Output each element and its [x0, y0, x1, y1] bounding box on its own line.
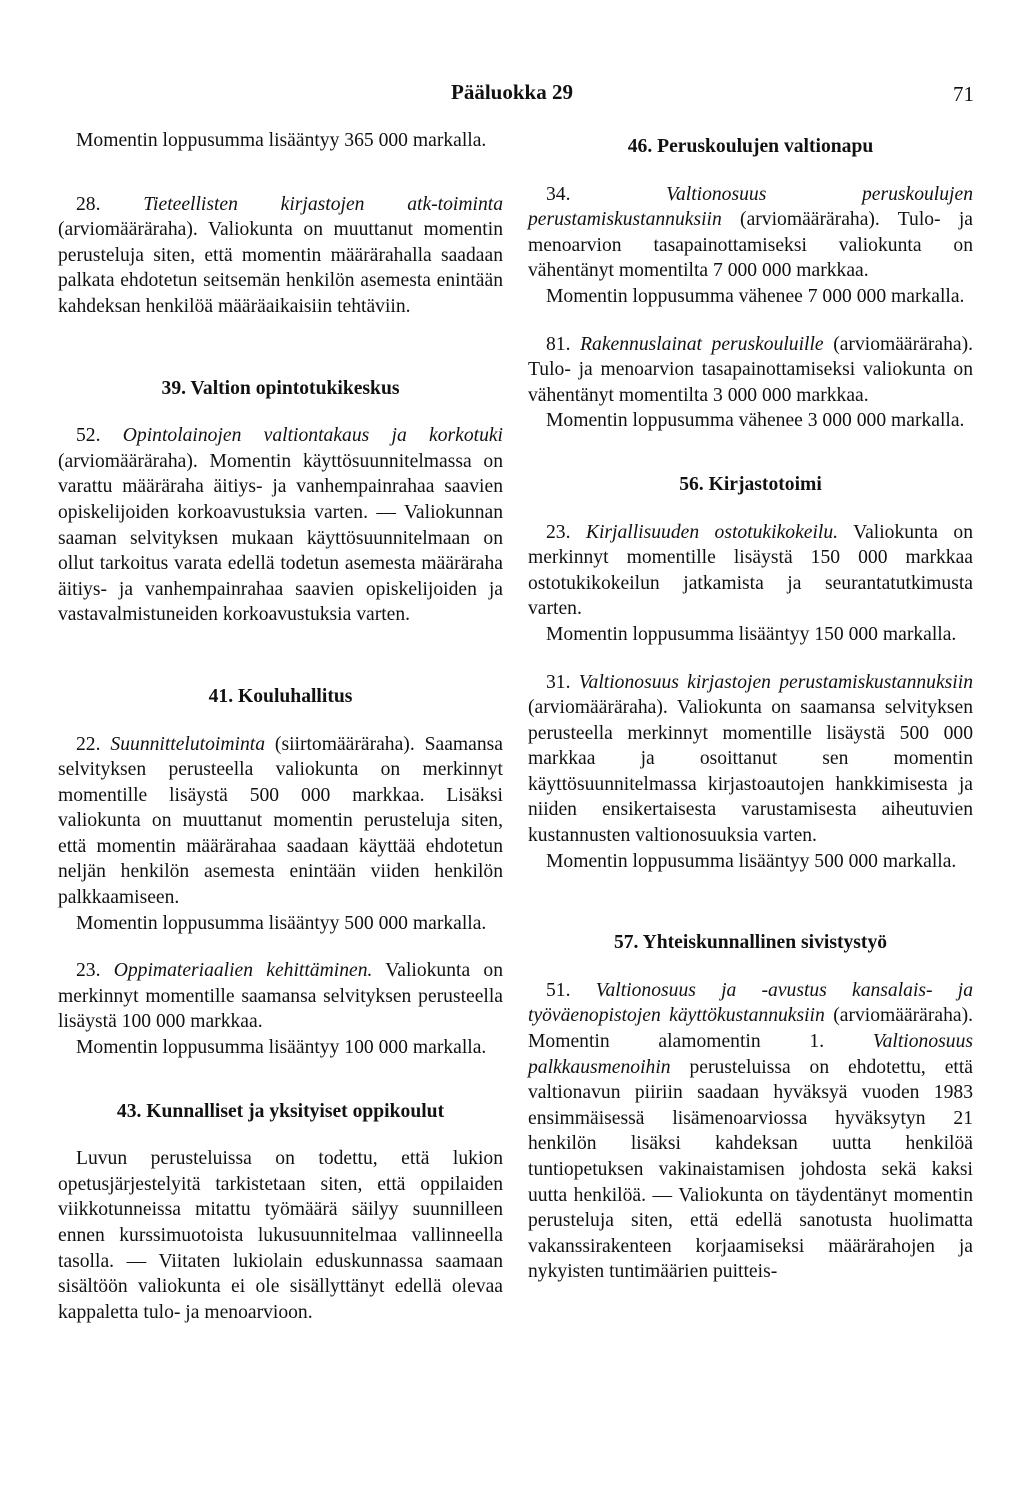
- section-heading-46: 46. Peruskoulujen valtionapu: [627, 136, 874, 157]
- page-number: 71: [953, 82, 974, 106]
- moment-title: Rakennuslainat peruskouluille: [580, 333, 824, 355]
- moment-title: Valtionosuus peruskoulujen perustamiskustannuksiin: [528, 183, 973, 231]
- section-heading-41: 41. Kouluhallitus: [208, 685, 353, 707]
- paragraph-moment-51: 51. Valtionosuus ja -avustus kansalais- ja työväenopistojen käyttökustannuksiin (arviomääräraha). Momentin alamomentin 1. Valtionosuus palkkausmenoihin perusteluissa on ehdotettu, että valtionavun piiriin saadaan hyväksyä vuoden 1983 ensimmäisessä lisämenoarviossa hyväksytyn 21 henkilön lisäksi kahdeksan uutta henkilöä tuntiopetuksen vakinaistamisen johdosta sekä kaksi uutta henkilöä. — Valiokunta on täydentänyt momentin perusteluja siten, että edellä sanotusta huolimatta vakanssirakenteen korjaamiseksi määrärahojen ja nykyisten tuntimäärien puitteis-: [528, 979, 974, 1283]
- section-heading-39: 39. Valtion opintotukikeskus: [161, 377, 400, 399]
- paragraph-sum: Momentin loppusumma lisääntyy 150 000 markalla.: [546, 623, 957, 645]
- paragraph: Luvun perusteluissa on todettu, että lukion opetusjärjestelyitä tarkistetaan siten, että oppilaiden viikkotunneissa mitattu työmäärä säilyy suunnilleen ennen kurssimuotoista lukusuunnitelmaa vallinneella tasolla. — Viitaten lukiolain eduskunnassa saamaan sisältöön valiokunta ei ole sisällyttänyt edellä olevaa kappaletta tulo- ja menoarvioon.: [58, 1148, 503, 1323]
- right-column: [528, 128, 973, 1285]
- moment-title: Opintolainojen valtiontakaus ja korkotuki: [122, 425, 504, 447]
- moment-title: Tieteellisten kirjastojen atk-toiminta: [143, 193, 503, 215]
- paragraph-moment-23: 23. Kirjallisuuden ostotukikokeilu. Valiokunta on merkinnyt momentille lisäystä 150 000 markkaa ostotukikokeilun jatkamista ja seurantatutkimusta varten.: [528, 521, 973, 620]
- paragraph-sum: Momentin loppusumma lisääntyy 100 000 markalla.: [76, 1037, 487, 1059]
- section-heading-57: 57. Yhteiskunnallinen sivistystyö: [613, 932, 888, 954]
- paragraph-sum: Momentin loppusumma lisääntyy 500 000 markalla.: [546, 850, 957, 872]
- moment-title: Oppimateriaalien kehittäminen.: [113, 960, 373, 982]
- paragraph-moment-52: 52. Opintolainojen valtiontakaus ja korkotuki (arviomääräraha). Momentin käyttösuunnitelmassa on varattu määräraha äitiys- ja vanhempainrahaa saavien opiskelijoiden korkoavustuksia varten. — Valiokunnan saaman selvityksen mukaan käyttösuunnitelmaan on ollut tarkoitus varata edellä todetun asemesta määräraha äitiys- ja vanhempainrahaa saavien opiskelijoiden ja vastavalmistuneiden korkoavustuksia varten.: [58, 425, 504, 626]
- moment-title: Suunnittelutoiminta: [110, 733, 265, 755]
- paragraph-moment-23: 23. Oppimateriaalien kehittäminen. Valiokunta on merkinnyt momentille saamansa selvityksen perusteella lisäystä 100 000 markkaa.: [58, 960, 503, 1033]
- moment-title: Valtionosuus kirjastojen perustamiskustannuksiin: [578, 671, 973, 693]
- paragraph: Momentin loppusumma lisääntyy 365 000 markalla.: [76, 130, 487, 151]
- moment-title: Valtionosuus ja -avustus kansalais- ja työväenopistojen käyttökustannuksiin: [528, 979, 974, 1027]
- paragraph-sum: Momentin loppusumma lisääntyy 500 000 markalla.: [76, 912, 487, 934]
- paragraph-moment-81: 81. Rakennuslainat peruskouluille (arviomääräraha). Tulo- ja menoarvion tasapainottamiseksi valiokunta on vähentänyt momentilta 3 000 000 markkaa.: [528, 333, 973, 406]
- paragraph-sum: Momentin loppusumma vähenee 7 000 000 markalla.: [546, 285, 965, 307]
- paragraph-moment-31: 31. Valtionosuus kirjastojen perustamiskustannuksiin (arviomääräraha). Valiokunta on saamansa selvityksen perusteella merkinnyt momentille lisäystä 500 000 markkaa ja osoittanut sen momentin käyttösuunnitelmassa kirjastoautojen hankkimisesta ja niiden ensikertaisesta varustamisesta aiheutuvien kustannusten valtionosuuksia varten.: [528, 671, 973, 847]
- page-header-title: Pääluokka 29: [451, 80, 573, 104]
- paragraph-moment-22: 22. Suunnittelutoiminta (siirtomääräraha). Saamansa selvityksen perusteella valiokunta on merkinnyt momentille lisäystä 500 000 markkaa. Lisäksi valiokunta on muuttanut momentin perusteluja siten, että momentin määrärahaa saadaan käyttää ehdotetun neljän henkilön asemesta enintään viiden henkilön palkkaamiseen.: [58, 733, 503, 909]
- left-column: [58, 128, 503, 1325]
- section-heading-56: 56. Kirjastotoimi: [679, 473, 822, 495]
- moment-title: Kirjallisuuden ostotukikokeilu.: [585, 521, 839, 543]
- paragraph-moment-28: 28. Tieteellisten kirjastojen atk-toiminta (arviomääräraha). Valiokunta on muuttanut momentin perusteluja siten, että momentin määrärahalla saadaan palkata ehdotetun seitsemän henkilön asemesta enintään kahdeksan henkilöä määräaikaisiin tehtäviin.: [58, 193, 503, 317]
- section-heading-43: 43. Kunnalliset ja yksityiset oppikoulut: [116, 1100, 445, 1122]
- moment-subtitle: Valtionosuus palkkausmenoihin: [528, 1031, 973, 1078]
- paragraph-moment-34: 34. Valtionosuus peruskoulujen perustamiskustannuksiin (arviomääräraha). Tulo- ja menoarvion tasapainottamiseksi valiokunta on vähentänyt momentilta 7 000 000 markkaa.: [528, 183, 973, 282]
- paragraph-sum: Momentin loppusumma vähenee 3 000 000 markalla.: [546, 410, 965, 432]
